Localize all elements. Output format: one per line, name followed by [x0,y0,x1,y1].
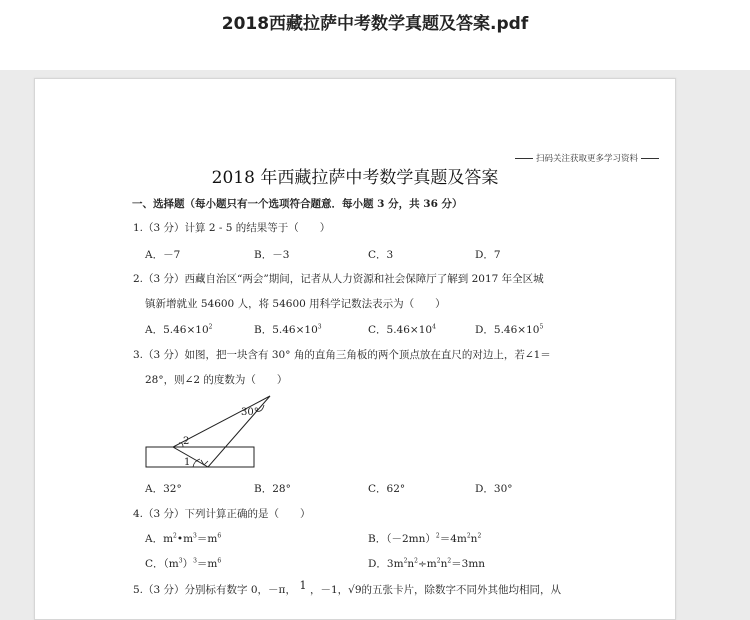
label-angle-1: 1 [184,457,191,468]
sqrt-9: √9 [348,584,362,596]
label-30deg: 30° [241,407,259,418]
q3-option-c: C．62° [368,483,406,495]
ruler [146,447,254,467]
dash-left [515,158,533,159]
q4-option-d: D．$3m^2n^2\div m^2n^2=3mn$ [368,557,486,570]
q2-option-a: A．$5.46\times 10^2$ [145,323,213,336]
q3-option-d: D．30° [475,483,513,495]
fraction-numerator: 1 [299,579,307,592]
q3-option-a: A．32° [145,483,182,495]
q1-option-c: C．3 [368,249,394,261]
q4-option-a: A．$m^2•m^3=m^6$ [145,532,222,545]
section-heading: 一、选择题（每小题只有一个选项符合题意．每小题 3 分，共 36 分） [132,198,463,210]
document-title: 2018 年西藏拉萨中考数学真题及答案 [211,168,499,188]
q2-option-d: D．$5.46\times 10^5$ [475,323,544,336]
q2-option-b: B．$5.46\times 10^3$ [254,323,322,336]
question-4: 4.（3 分）下列计算正确的是（ ） [133,508,311,520]
question-2-line-1: 2.（3 分）西藏自治区“两会”期间，记者从人力资源和社会保障厅了解到 2017 年全区城 [133,273,544,285]
question-5: 5.（3 分）分别标有数字 0，－π， 1 ，－1，√9的五张卡片，除数字不同外其他均相同，从 [133,579,562,596]
q3-option-b: B．28° [254,483,291,495]
q1-option-b: B．－3 [254,249,290,261]
promo-text: 扫码关注获取更多学习资料 [536,154,639,164]
viewer-topbar [0,0,750,70]
q2-option-c: C．$5.46\times 10^4$ [368,323,436,336]
q4-option-c: C．$(m^3)^3=m^6$ [145,557,222,570]
question-1: 1.（3 分）计算 2 - 5 的结果等于（ ） [133,222,331,234]
question-3-line-1: 3.（3 分）如图，把一块含有 30° 角的直角三角板的两个顶点放在直尺的对边上，若∠1＝ [133,349,551,361]
label-angle-2: 2 [183,436,190,447]
q1-option-d: D．7 [475,249,501,261]
file-title: 2018西藏拉萨中考数学真题及答案.pdf [221,14,529,34]
q3-figure [143,389,273,474]
q1-option-a: A．－7 [145,249,181,261]
pdf-page [34,78,676,620]
question-3-line-2: 28°，则∠2 的度数为（ ） [145,374,288,386]
dash-right [641,158,659,159]
right-angle-mark [201,460,208,465]
q4-option-b: B．$(-2mn)^2=4m^2n^2$ [368,532,482,545]
question-2-line-2: 镇新增就业 54600 人，将 54600 用科学记数法表示为（ ） [145,298,446,310]
